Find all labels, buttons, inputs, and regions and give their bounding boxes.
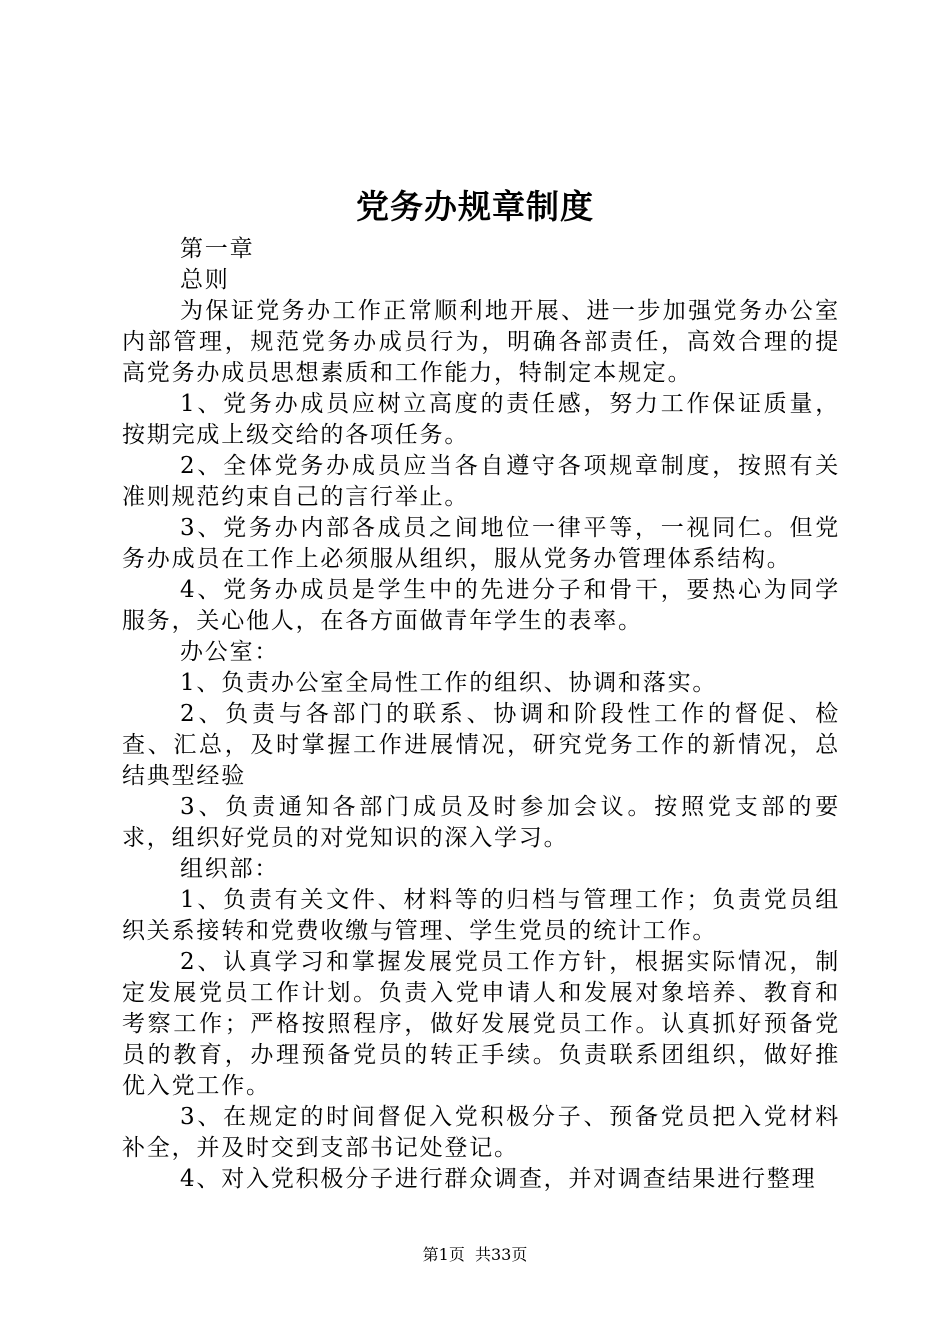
paragraph: 2、认真学习和掌握发展党员工作方针，根据实际情况，制定发展党员工作计划。负责入党申请人和发展对象培养、教育和考察工作；严格按照程序，做好发展党员工作。认真抓好预备党员的教育，办理预备党员的转正手续。负责联系团组织，做好推优入党工作。 <box>122 949 840 1099</box>
section-heading: 组织部： <box>180 856 280 882</box>
section-heading: 总则 <box>180 267 230 293</box>
paragraph: 4、对入党积极分子进行群众调查，并对调查结果进行整理 <box>180 1166 817 1192</box>
paragraph: 3、党务办内部各成员之间地位一律平等，一视同仁。但党务办成员在工作上必须服从组织，服从党务办管理体系结构。 <box>122 515 840 572</box>
paragraph: 1、党务办成员应树立高度的责任感，努力工作保证质量，按期完成上级交给的各项任务。 <box>122 391 840 448</box>
paragraph: 1、负责有关文件、材料等的归档与管理工作；负责党员组织关系接转和党费收缴与管理、学生党员的统计工作。 <box>122 887 840 944</box>
paragraph: 为保证党务办工作正常顺利地开展、进一步加强党务办公室内部管理，规范党务办成员行为，明确各部责任，高效合理的提高党务办成员思想素质和工作能力，特制定本规定。 <box>122 298 840 386</box>
paragraph: 4、党务办成员是学生中的先进分子和骨干，要热心为同学服务，关心他人，在各方面做青年学生的表率。 <box>122 577 840 634</box>
page-number: 第1页 共33页 <box>422 1245 528 1264</box>
paragraph: 2、全体党务办成员应当各自遵守各项规章制度，按照有关准则规范约束自己的言行举止。 <box>122 453 840 510</box>
paragraph: 3、在规定的时间督促入党积极分子、预备党员把入党材料补全，并及时交到支部书记处登记。 <box>122 1104 840 1161</box>
paragraph: 1、负责办公室全局性工作的组织、协调和落实。 <box>180 670 718 696</box>
chapter-heading: 第一章 <box>180 236 255 262</box>
paragraph: 2、负责与各部门的联系、协调和阶段性工作的督促、检查、汇总，及时掌握工作进展情况，研究党务工作的新情况，总结典型经验 <box>122 701 840 789</box>
document-body <box>122 234 840 1195</box>
page-footer <box>0 1244 950 1266</box>
section-heading: 办公室： <box>180 639 280 665</box>
paragraph: 3、负责通知各部门成员及时参加会议。按照党支部的要求，组织好党员的对党知识的深入学习。 <box>122 794 840 851</box>
document-title: 党务办规章制度 <box>356 187 594 226</box>
